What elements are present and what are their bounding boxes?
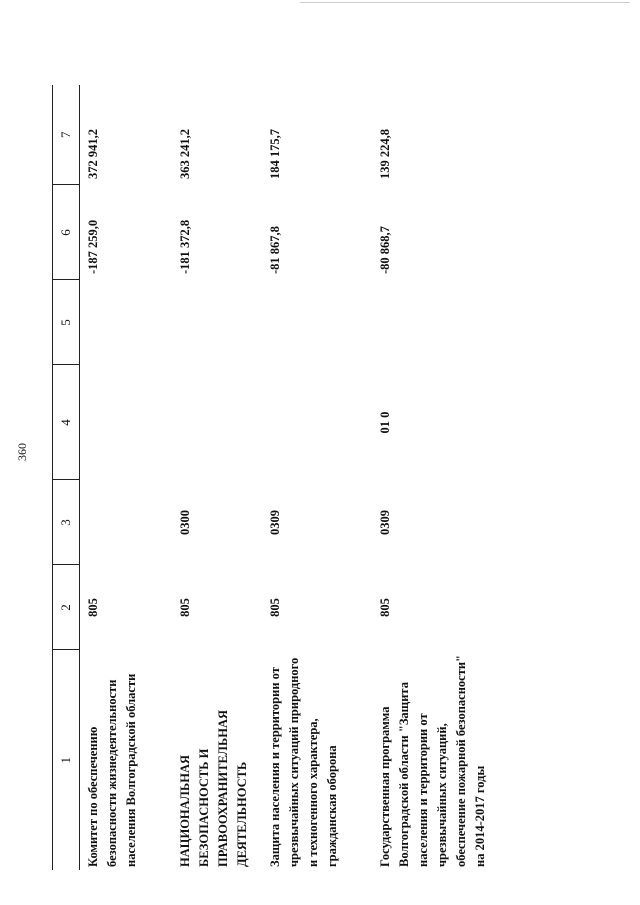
cell-section: 0309 (378, 510, 392, 535)
column-header: 3 (53, 480, 80, 565)
budget-table (52, 85, 502, 870)
page-number: 360 (15, 443, 29, 461)
table-row (172, 85, 262, 870)
row-name: Комитет по обеспечению безопасности жизнедеятельности населения Волгоградской области (86, 673, 138, 867)
cell-code: 805 (86, 598, 100, 617)
cell-program (262, 365, 372, 480)
cell-section: 0309 (268, 510, 282, 535)
column-header: 1 (53, 650, 80, 870)
table-row (262, 85, 372, 870)
cell-type (80, 280, 173, 365)
header-row (53, 85, 80, 870)
column-header: 6 (53, 185, 80, 280)
cell-change: -181 372,8 (178, 219, 192, 274)
cell-code: 805 (378, 598, 392, 617)
cell-type (262, 280, 372, 365)
cell-change: -80 868,7 (378, 226, 392, 274)
cell-type (172, 280, 262, 365)
column-header: 5 (53, 280, 80, 365)
cell-program: 01 0 (378, 411, 392, 434)
cell-type (372, 280, 502, 365)
column-header: 7 (53, 85, 80, 185)
cell-change: -81 867,8 (268, 226, 282, 274)
table-row (80, 85, 173, 870)
column-header: 2 (53, 565, 80, 650)
cell-total: 139 224,8 (378, 129, 392, 179)
rotated-table-container (52, 85, 612, 870)
cell-section (80, 480, 173, 565)
cell-total: 184 175,7 (268, 129, 282, 179)
cell-total: 363 241,2 (178, 129, 192, 179)
cell-program (172, 365, 262, 480)
cell-code: 805 (268, 598, 282, 617)
column-header: 4 (53, 365, 80, 480)
row-name: Защита населения и территории от чрезвычайных ситуаций природного и техногенного характера, гражданская оборона (268, 657, 339, 867)
cell-change: -187 259,0 (86, 219, 100, 274)
cell-section: 0300 (178, 510, 192, 535)
row-name: Государственная программа Волгоградской области "Защита населения и территории от чрезвычайных ситуаций, обеспечение пожарной безопасности" на 2014-2017 годы (378, 655, 487, 867)
row-name: НАЦИОНАЛЬНАЯ БЕЗОПАСНОСТЬ И ПРАВООХРАНИТЕЛЬНАЯ ДЕЯТЕЛЬНОСТЬ (178, 710, 249, 867)
cell-code: 805 (178, 598, 192, 617)
table-row (372, 85, 502, 870)
cell-total: 372 941,2 (86, 129, 100, 179)
cell-program (80, 365, 173, 480)
